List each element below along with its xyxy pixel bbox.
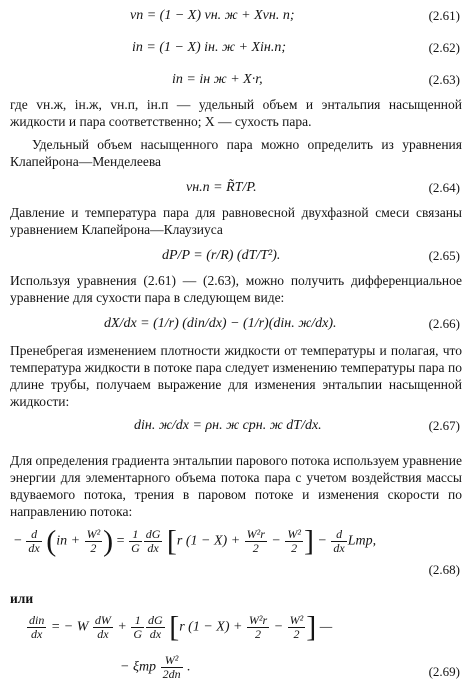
fraction-wr2-2: $\frac{\text{W²r}}{2}$ — [246, 527, 265, 555]
equation-formula: dP/P = (r/R) (dT/T²). — [162, 248, 281, 263]
fraction-1-g: $\frac{1}{G}$ — [131, 527, 140, 555]
equation-number: (2.62) — [428, 40, 460, 55]
conjunction-or: или — [10, 591, 34, 606]
paragraph-dryness-intro: Используя уравнения (2.61) — (2.63), можно получить дифференциальное уравнение для сухости пара в следующем виде: — [10, 273, 462, 305]
paragraph-energy-equation: Для определения градиента энтальпии парового потока используем уравнение энергии для элементарного объема потока пара с учетом воздействия массы вдуваемого потока, трения в паровом потоке и изменения скорости по направлению потока: — [10, 453, 462, 519]
fraction-wr2-2: $\frac{\text{W²r}}{2}$ — [248, 613, 268, 641]
fraction-di-dx: $\frac{\text{diп}}{dx}$ — [29, 613, 45, 641]
equation-number: (2.65) — [428, 248, 460, 263]
equation-2-62 — [0, 36, 469, 60]
equation-formula: dX/dx = (1/r) (diп/dx) − (1/r)(diн. ж/dx). — [104, 316, 337, 331]
equation-2-69-line2: − ξтр $\frac{\text{W²}}{2dп}$ . — [120, 653, 191, 681]
equation-number: (2.67) — [428, 418, 460, 433]
equation-formula: diн. ж/dx = ρн. ж cpн. ж dT/dx. — [134, 418, 322, 433]
paragraph-definitions: где vн.ж, iн.ж, vн.п, iн.п — удельный объем и энтальпия насыщенной жидкости и пара соответственно; X — сухость пара. — [10, 97, 462, 129]
equation-formula: vн.п = R̃T/P. — [186, 180, 257, 195]
equation-2-68-number: (2.68) — [428, 562, 460, 577]
equation-formula: iп = (1 − X) iн. ж + Xiн.п; — [132, 40, 287, 55]
equation-2-67 — [0, 414, 469, 438]
equation-2-63 — [0, 68, 469, 92]
equation-formula: vп = (1 − X) vн. ж + Xvн. п; — [130, 8, 295, 23]
fraction-d-dx-b: $\frac{d}{dx}$ — [333, 527, 345, 555]
fraction-d-dx: $\frac{d}{dx}$ — [28, 527, 40, 555]
equation-2-65 — [0, 244, 469, 268]
equation-2-61 — [0, 4, 469, 28]
paragraph-clapeyron-intro: Удельный объем насыщенного пара можно определить из уравнения Клапейрона—Менделеева — [10, 137, 462, 169]
equation-number: (2.63) — [428, 72, 460, 87]
fraction-1-g: $\frac{1}{G}$ — [133, 613, 143, 641]
fraction-dw-dx: $\frac{dW}{dx}$ — [94, 613, 111, 641]
equation-2-68: − $\frac{d}{dx}$ (iп + $\frac{\text{W²}}{2}$ ) = $\frac{1}{G}$ $\frac{dG}{dx}$ [r (1 − X) + $\frac{\text{W²r}}{2}$ − $\frac{\text{W²}}{2}$ ] − $\frac{d}{dx}$ Lтр, — [14, 524, 377, 558]
equation-number: (2.61) — [428, 8, 460, 23]
equation-2-64 — [0, 176, 469, 200]
equation-2-69: $\frac{\text{diп}}{dx}$ = − W $\frac{dW}{dx}$ + $\frac{1}{G}$ $\frac{dG}{dx}$ [r (1 − X) + $\frac{\text{W²r}}{2}$ − $\frac{\text{W²}}{2}$ ] — — [29, 610, 333, 644]
paragraph-density-neglect: Пренебрегая изменением плотности жидкости от температуры и полагая, что температура жидкости в потоке пара следует изменению температуры пара по длине трубы, получаем выражение для изменения энтальпии насыщенной жидкости: — [10, 343, 462, 409]
equation-number: (2.66) — [428, 316, 460, 331]
paragraph-clausius-intro: Давление и температура пара для равновесной двухфазной смеси связаны уравнением Клапейрона—Клаузиуса — [10, 205, 462, 237]
equation-number: (2.64) — [428, 180, 460, 195]
equation-2-69-number: (2.69) — [428, 664, 460, 679]
fraction-w2-2: $\frac{\text{W²}}{2}$ — [86, 527, 101, 555]
equation-2-66 — [0, 312, 469, 336]
fraction-w2-2: $\frac{\text{W²}}{2}$ — [289, 613, 304, 641]
fraction-dg-dx: $\frac{dG}{dx}$ — [148, 613, 163, 641]
equation-formula: iп = iн ж + X·r, — [172, 72, 263, 87]
fraction-w2-2b: $\frac{\text{W²}}{2}$ — [287, 527, 301, 555]
fraction-w2-2d: $\frac{\text{W²}}{2dп}$ — [162, 653, 181, 681]
fraction-dg-dx: $\frac{dG}{dx}$ — [145, 527, 161, 555]
